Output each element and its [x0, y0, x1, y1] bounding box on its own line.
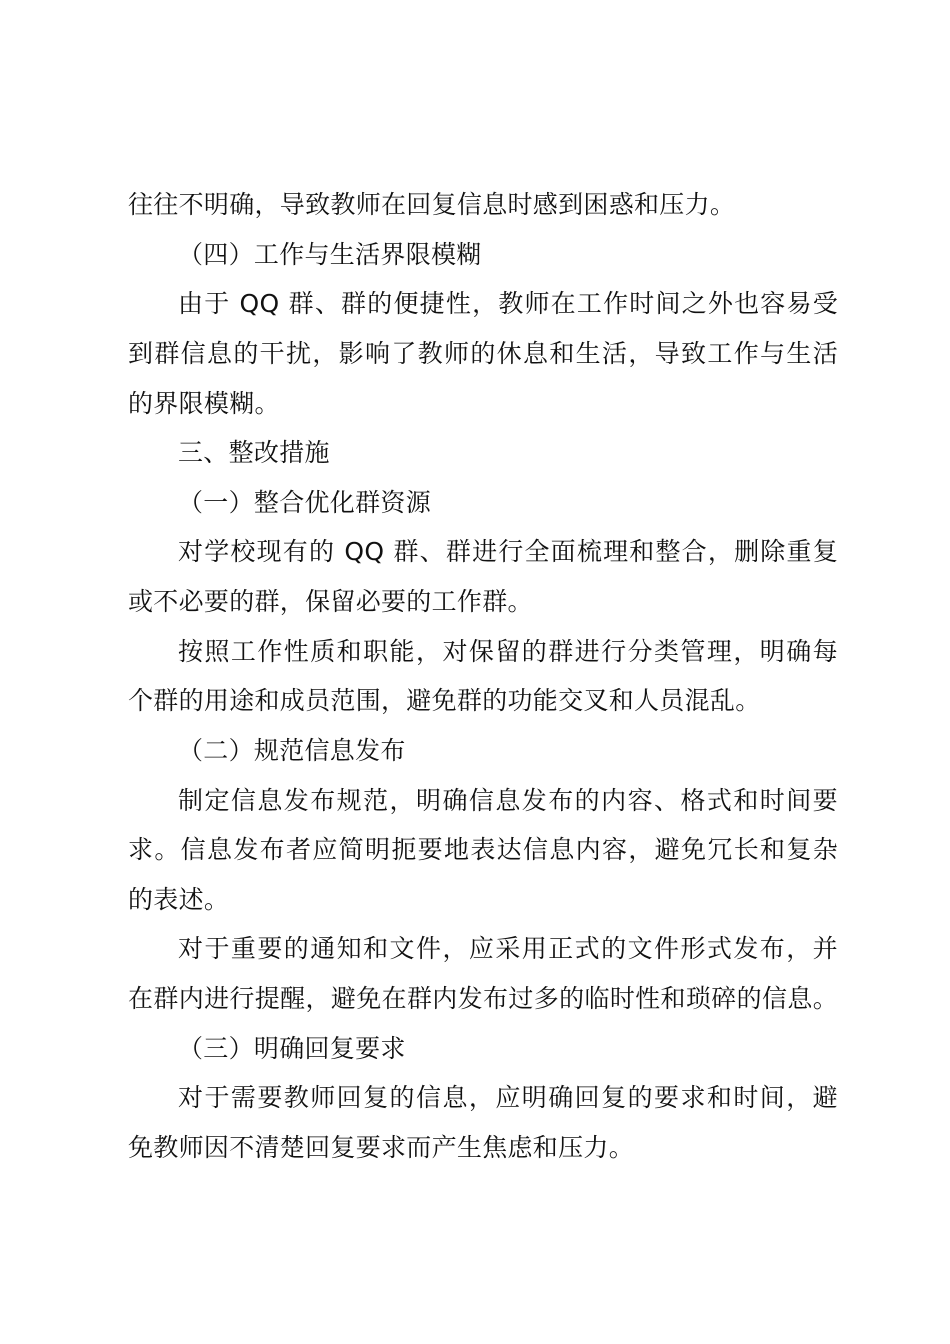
- section-heading: （二）规范信息发布: [178, 736, 406, 765]
- paragraph-line: 的表述。: [128, 885, 230, 914]
- section-heading: （一）整合优化群资源: [178, 488, 432, 517]
- section-heading: （三）明确回复要求: [178, 1034, 406, 1063]
- paragraph-line: 求。信息发布者应简明扼要地表达信息内容，避免冗长和复杂: [128, 835, 838, 864]
- paragraph-line: 由于 QQ 群、群的便捷性，教师在工作时间之外也容易受: [178, 289, 838, 318]
- paragraph-line: 个群的用途和成员范围，避免群的功能交叉和人员混乱。: [128, 686, 761, 715]
- paragraph-line: 制定信息发布规范，明确信息发布的内容、格式和时间要: [178, 786, 838, 815]
- paragraph-line: 对于需要教师回复的信息，应明确回复的要求和时间，避: [178, 1083, 838, 1112]
- paragraph-line: 免教师因不清楚回复要求而产生焦虑和压力。: [128, 1133, 635, 1162]
- paragraph-line: 或不必要的群，保留必要的工作群。: [128, 587, 533, 616]
- paragraph-line: 往往不明确，导致教师在回复信息时感到困惑和压力。: [128, 190, 736, 219]
- paragraph-line: 到群信息的干扰，影响了教师的休息和生活，导致工作与生活: [128, 339, 838, 368]
- section-heading: （四）工作与生活界限模糊: [178, 240, 482, 269]
- paragraph-line: 对于重要的通知和文件，应采用正式的文件形式发布，并: [178, 934, 838, 963]
- paragraph-line: 的界限模糊。: [128, 389, 280, 418]
- paragraph-line: 在群内进行提醒，避免在群内发布过多的临时性和琐碎的信息。: [128, 984, 838, 1013]
- paragraph-line: 按照工作性质和职能，对保留的群进行分类管理，明确每: [178, 637, 838, 666]
- paragraph-line: 对学校现有的 QQ 群、群进行全面梳理和整合，删除重复: [178, 537, 838, 566]
- chapter-heading: 三、整改措施: [178, 438, 330, 467]
